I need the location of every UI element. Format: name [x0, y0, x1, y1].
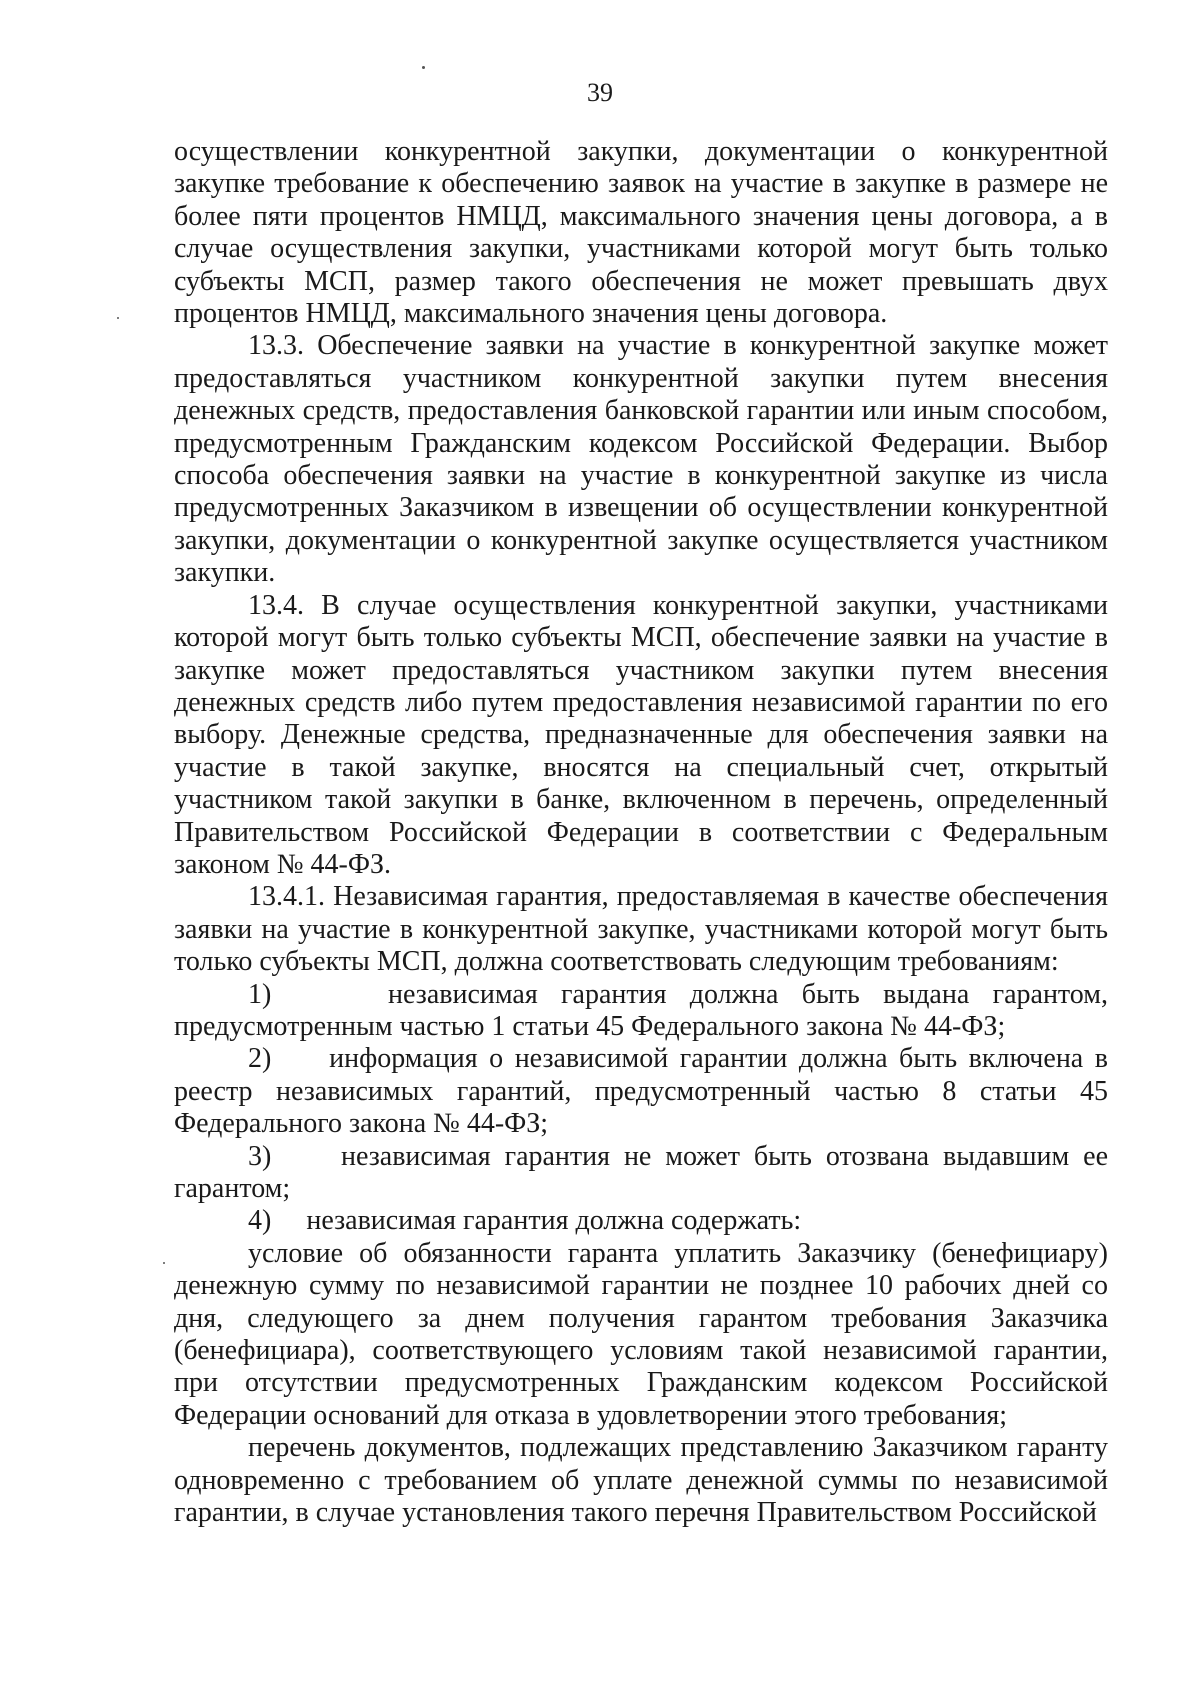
list-item-text: независимая гарантия должна быть выдана гарантом, предусмотренным частью 1 статьи 45 Федерального закона № 44-ФЗ; — [174, 978, 1108, 1042]
list-item-text: независимая гарантия не может быть отозвана выдавшим ее гарантом; — [174, 1140, 1109, 1204]
paragraph-13-4: 13.4. В случае осуществления конкурентной закупки, участниками которой могут быть только субъекты МСП, обеспечение заявки на участие в закупке может предоставляться участником закупки путем внесения денежных средств либо путем предоставления независимой гарантии по его выбору. Денежные средства, предназначенные для обеспечения заявки на участие в такой закупке, вносятся на специальный счет, открытый участником такой закупки в банке, включенном в перечень, определенный Правительством Российской Федерации в соответствии с Федеральным законом № 44-ФЗ. — [174, 589, 1108, 880]
scan-speck — [117, 317, 119, 319]
list-marker: 3) — [248, 1140, 272, 1172]
list-item-4 — [174, 1205, 1108, 1237]
page-number: 39 — [587, 78, 613, 107]
list-marker: 4) — [248, 1205, 272, 1237]
paragraph-13-4-1: 13.4.1. Независимая гарантия, предоставляемая в качестве обеспечения заявки на участие в конкурентной закупке, участниками которой могут быть только субъекты МСП, должна соответствовать следующим требованиям: — [174, 881, 1108, 978]
list-item-3 — [174, 1141, 1108, 1206]
scan-speck — [163, 1262, 165, 1264]
list-marker: 2) — [248, 1043, 272, 1075]
paragraph-continuation: осуществлении конкурентной закупки, документации о конкурентной закупке требование к обеспечению заявок на участие в закупке в размере не более пяти процентов НМЦД, максимального значения цены договора, а в случае осуществления закупки, участниками которой могут быть только субъекты МСП, размер такого обеспечения не может превышать двух процентов НМЦД, максимального значения цены договора. — [174, 136, 1108, 330]
list-item-text: информация о независимой гарантии должна быть включена в реестр независимых гарантий, предусмотренный частью 8 статьи 45 Федерального закона № 44-ФЗ; — [174, 1043, 1109, 1140]
paragraph-document-list: перечень документов, подлежащих представлению Заказчиком гаранту одновременно с требованием об уплате денежной суммы по независимой гарантии, в случае установления такого перечня Правительством Российской — [174, 1432, 1108, 1529]
paragraph-13-3: 13.3. Обеспечение заявки на участие в конкурентной закупке может предоставляться участником конкурентной закупки путем внесения денежных средств, предоставления банковской гарантии или иным способом, предусмотренным Гражданским кодексом Российской Федерации. Выбор способа обеспечения заявки на участие в конкурентной закупке из числа предусмотренных Заказчиком в извещении об осуществлении конкурентной закупки, документации о конкурентной закупке осуществляется участником закупки. — [174, 330, 1108, 589]
document-body — [174, 136, 1108, 1529]
list-item-2 — [174, 1043, 1108, 1140]
scan-speck — [422, 66, 425, 69]
list-item-text: независимая гарантия должна содержать: — [306, 1205, 802, 1237]
list-marker: 1) — [248, 978, 272, 1010]
list-item-1 — [174, 979, 1108, 1044]
paragraph-condition: условие об обязанности гаранта уплатить Заказчику (бенефициару) денежную сумму по независимой гарантии не позднее 10 рабочих дней со дня, следующего за днем получения гарантом требования Заказчика (бенефициара), соответствующего условиям такой независимой гарантии, при отсутствии предусмотренных Гражданским кодексом Российской Федерации оснований для отказа в удовлетворении этого требования; — [174, 1237, 1108, 1431]
